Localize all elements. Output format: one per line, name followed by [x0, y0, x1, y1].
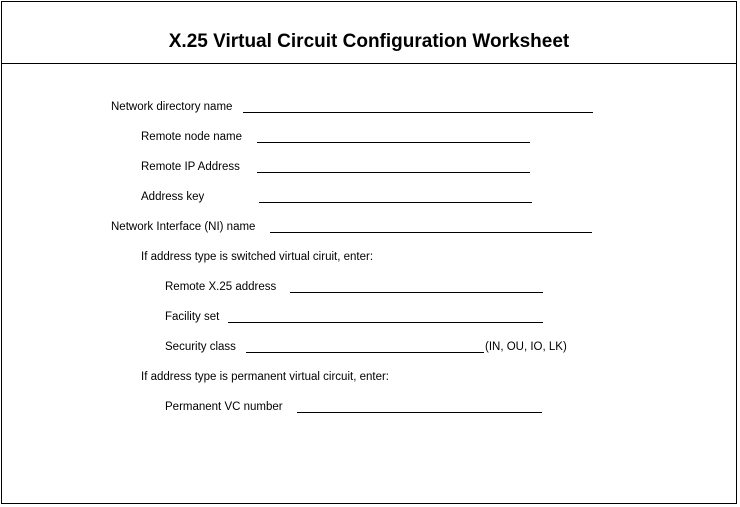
network-directory-name-blank[interactable]: [243, 112, 593, 113]
remote-node-name-blank[interactable]: [257, 142, 530, 143]
field-address-key: [141, 190, 541, 206]
network-interface-name-label: Network Interface (NI) name: [111, 221, 256, 233]
permanent-vc-number-blank[interactable]: [297, 412, 542, 413]
security-class-label: Security class: [165, 341, 236, 353]
network-directory-name-label: Network directory name: [111, 101, 233, 113]
permanent-vc-number-label: Permanent VC number: [165, 401, 283, 413]
field-remote-node-name: [141, 130, 541, 146]
security-class-options: (IN, OU, IO, LK): [485, 341, 567, 353]
field-security-class: [165, 340, 585, 356]
pvc-prompt: [141, 370, 541, 386]
field-network-interface-name: [111, 220, 601, 236]
security-class-blank[interactable]: [246, 352, 484, 353]
field-remote-x25-address: [165, 280, 555, 296]
worksheet-header: [2, 2, 736, 64]
facility-set-label: Facility set: [165, 311, 220, 323]
remote-x25-address-blank[interactable]: [290, 292, 543, 293]
remote-ip-address-label: Remote IP Address: [141, 161, 240, 173]
svc-prompt: [141, 250, 541, 266]
facility-set-blank[interactable]: [228, 322, 543, 323]
pvc-prompt-text: If address type is permanent virtual circuit, enter:: [141, 371, 389, 383]
remote-x25-address-label: Remote X.25 address: [165, 281, 277, 293]
field-network-directory-name: [111, 100, 601, 116]
remote-node-name-label: Remote node name: [141, 131, 243, 143]
field-facility-set: [165, 310, 555, 326]
remote-ip-address-blank[interactable]: [257, 172, 530, 173]
address-key-label: Address key: [141, 191, 205, 203]
address-key-blank[interactable]: [259, 202, 532, 203]
worksheet-title: X.25 Virtual Circuit Configuration Worksheet: [168, 31, 570, 52]
svc-prompt-text: If address type is switched virtual ciruit, enter:: [141, 251, 374, 263]
field-remote-ip-address: [141, 160, 541, 176]
network-interface-name-blank[interactable]: [270, 232, 592, 233]
field-permanent-vc-number: [165, 400, 555, 416]
